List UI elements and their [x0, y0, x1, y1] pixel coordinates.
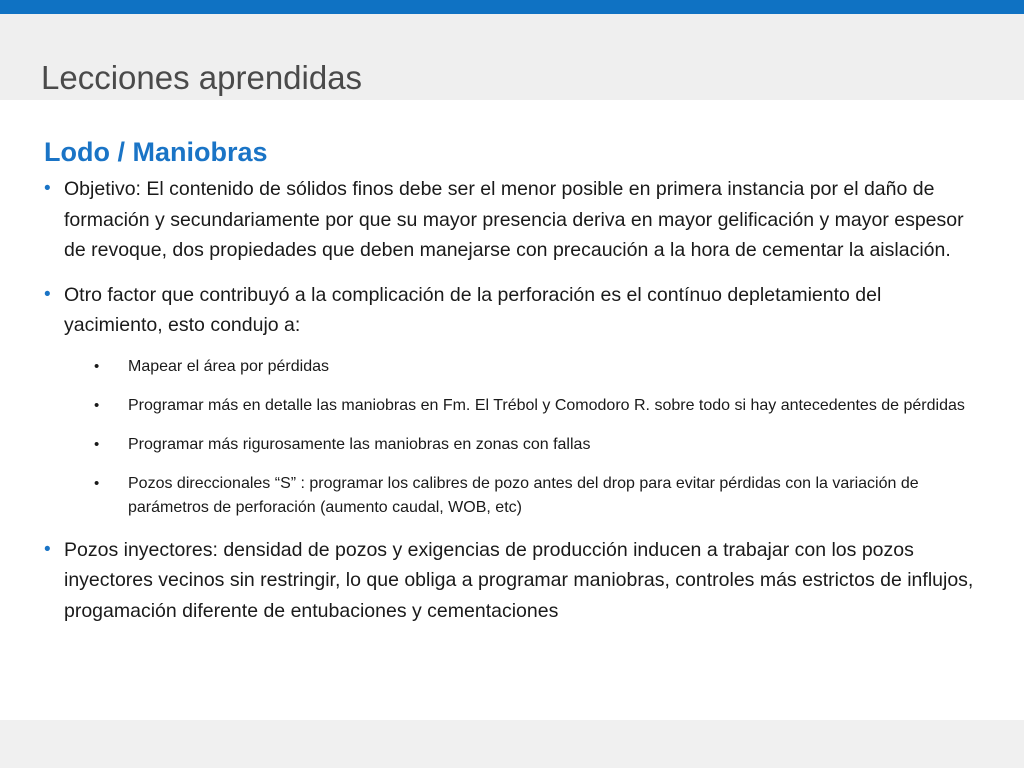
bullet-objetivo — [44, 174, 984, 266]
sub-bullet-text: Pozos direccionales “S” : programar los calibres de pozo antes del drop para evitar pérdidas con la variación de parámetros de perforación (aumento caudal, WOB, etc) — [128, 474, 919, 516]
bullet-dot: • — [44, 283, 51, 305]
sub-bullet-text: Programar más en detalle las maniobras en Fm. El Trébol y Comodoro R. sobre todo si hay antecedentes de pérdidas — [128, 396, 965, 414]
top-accent-bar — [0, 0, 1024, 14]
slide-content — [44, 136, 984, 626]
bullet-dot: • — [44, 178, 51, 199]
sub-bullet-dot: • — [94, 396, 100, 414]
bullet-text: Otro factor que contribuyó a la complicación de la perforación es el contínuo depletamiento del yacimiento, esto condujo a: — [64, 283, 882, 336]
sub-bullet-dot: • — [94, 435, 100, 453]
sub-bullet-programar-riguroso — [94, 433, 984, 457]
bullet-otro-factor — [44, 280, 984, 341]
bullet-text: Objetivo: El contenido de sólidos finos debe ser el menor posible en primera instancia por el daño de formación y secundariamente por que su mayor presencia deriva en mayor gelificación y mayor espesor de revoque, dos propiedades que deben manejarse con precaución a la hora de cementar la aislación. — [64, 178, 964, 261]
bullet-text: Pozos inyectores: densidad de pozos y exigencias de producción inducen a trabajar con los pozos inyectores vecinos sin restringir, lo que obliga a programar maniobras, controles más estrictos de influjos, progamación diferente de entubaciones y cementaciones — [64, 538, 974, 622]
bullet-dot: • — [44, 538, 51, 560]
bullet-pozos-inyectores — [44, 535, 984, 627]
sub-bullet-pozos-direccionales — [94, 472, 984, 520]
sub-bullet-programar-detalle — [94, 394, 984, 418]
footer-band — [0, 720, 1024, 768]
sub-bullet-dot: • — [94, 474, 100, 492]
slide-title: Lecciones aprendidas — [41, 59, 363, 96]
sub-bullet-text: Programar más rigurosamente las maniobras en zonas con fallas — [128, 435, 591, 453]
section-heading: Lodo / Maniobras — [44, 137, 268, 167]
sub-bullet-text: Mapear el área por pérdidas — [128, 357, 330, 375]
sub-bullet-list — [94, 355, 984, 520]
sub-bullet-mapear — [94, 355, 984, 379]
sub-bullet-dot: • — [94, 357, 100, 375]
